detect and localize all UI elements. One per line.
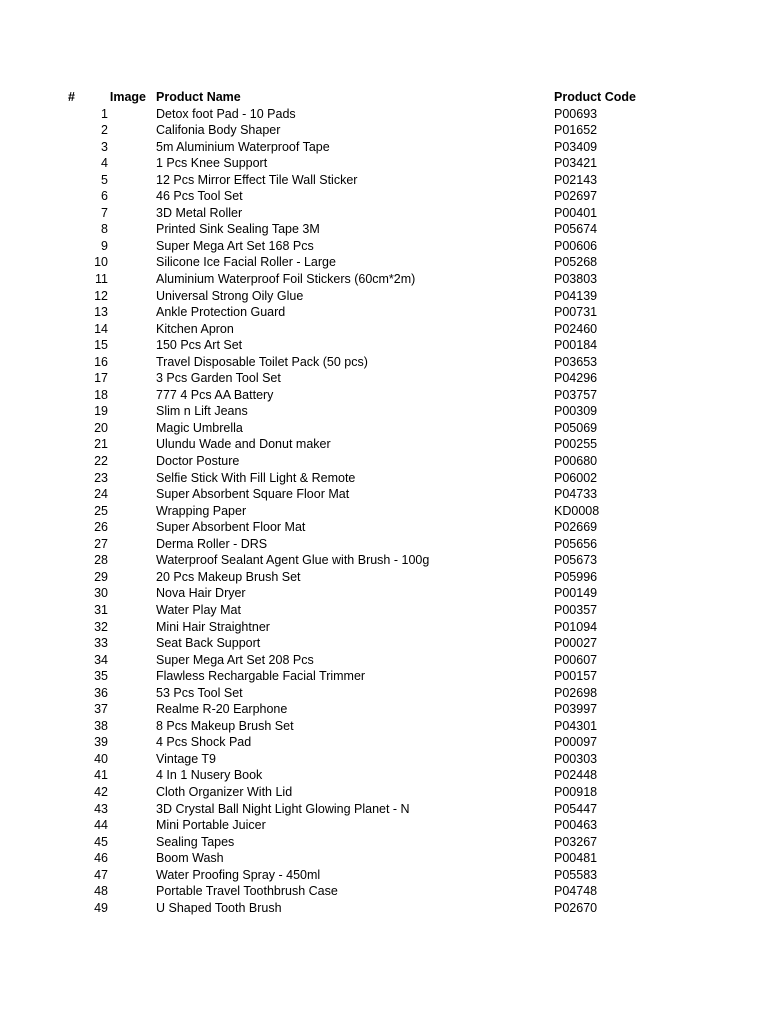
row-number: 17: [94, 371, 108, 386]
column-header-product-code: Product Code: [554, 90, 636, 104]
table-row: [0, 569, 768, 586]
product-code-cell: P00680: [554, 454, 598, 469]
product-name-cell: Waterproof Sealant Agent Glue with Brush - 100g: [156, 553, 430, 568]
product-name-cell: Printed Sink Sealing Tape 3M: [156, 222, 320, 237]
product-name-cell: Portable Travel Toothbrush Case: [156, 884, 338, 899]
row-number: 44: [94, 818, 108, 833]
table-row: [0, 453, 768, 470]
product-code-cell: P03267: [554, 834, 598, 849]
product-code-cell: P05996: [554, 569, 598, 584]
product-code-cell: P00255: [554, 437, 598, 452]
table-row: [0, 106, 768, 123]
product-code-cell: P00607: [554, 652, 598, 667]
product-code-cell: P04748: [554, 884, 598, 899]
row-number: 45: [94, 834, 108, 849]
table-row: [0, 205, 768, 222]
table-row: [0, 370, 768, 387]
product-name-cell: Derma Roller - DRS: [156, 536, 268, 551]
row-number: 24: [94, 487, 108, 502]
table-row: [0, 734, 768, 751]
row-number: 10: [94, 255, 108, 270]
row-number: 30: [94, 586, 108, 601]
product-name-cell: Boom Wash: [156, 851, 224, 866]
row-number: 29: [94, 569, 108, 584]
product-code-cell: P04139: [554, 288, 598, 303]
row-number: 11: [95, 272, 108, 287]
product-name-cell: Realme R-20 Earphone: [156, 702, 288, 717]
table-row: [0, 817, 768, 834]
table-row: [0, 619, 768, 636]
table-row: [0, 834, 768, 851]
row-number: 3: [101, 139, 108, 154]
product-code-cell: P03997: [554, 702, 598, 717]
product-code-cell: P05673: [554, 553, 598, 568]
row-number: 48: [94, 884, 108, 899]
product-name-cell: Seat Back Support: [156, 636, 261, 651]
product-code-cell: P00918: [554, 784, 598, 799]
row-number: 23: [94, 470, 108, 485]
row-number: 13: [94, 305, 108, 320]
product-name-cell: Ulundu Wade and Donut maker: [156, 437, 331, 452]
table-row: [0, 900, 768, 917]
product-code-cell: P00481: [554, 851, 598, 866]
table-row: [0, 635, 768, 652]
table-row: [0, 254, 768, 271]
row-number: 15: [94, 338, 108, 353]
product-name-cell: Sealing Tapes: [156, 834, 235, 849]
row-number: 37: [94, 702, 108, 717]
row-number: 28: [94, 553, 108, 568]
table-row: [0, 536, 768, 553]
product-code-cell: P03421: [554, 156, 598, 171]
row-number: 16: [94, 354, 108, 369]
table-body: [0, 106, 768, 917]
product-name-cell: 46 Pcs Tool Set: [156, 189, 243, 204]
product-code-cell: P00184: [554, 338, 598, 353]
row-number: 22: [94, 454, 108, 469]
row-number: 2: [101, 123, 108, 138]
row-number: 20: [94, 420, 108, 435]
product-name-cell: Vintage T9: [156, 751, 217, 766]
product-code-cell: P00157: [554, 669, 598, 684]
product-code-cell: P02697: [554, 189, 598, 204]
table-row: [0, 486, 768, 503]
product-name-cell: Doctor Posture: [156, 454, 240, 469]
product-code-cell: P01094: [554, 619, 598, 634]
row-number: 43: [94, 801, 108, 816]
product-code-cell: P02460: [554, 321, 598, 336]
product-name-cell: Cloth Organizer With Lid: [156, 784, 293, 799]
product-name-cell: Mini Portable Juicer: [156, 818, 266, 833]
row-number: 35: [94, 669, 108, 684]
table-header-row: [0, 89, 768, 106]
product-name-cell: U Shaped Tooth Brush: [156, 900, 282, 915]
table-row: [0, 503, 768, 520]
product-name-cell: Flawless Rechargable Facial Trimmer: [156, 669, 366, 684]
column-header-hash: #: [68, 90, 75, 104]
table-row: [0, 188, 768, 205]
product-name-cell: Super Mega Art Set 168 Pcs: [156, 238, 314, 253]
product-code-cell: P00731: [554, 305, 598, 320]
row-number: 26: [94, 520, 108, 535]
product-code-cell: P00401: [554, 205, 598, 220]
table-row: [0, 238, 768, 255]
product-name-cell: 4 Pcs Shock Pad: [156, 735, 252, 750]
product-name-cell: Califonia Body Shaper: [156, 123, 281, 138]
product-name-cell: Detox foot Pad - 10 Pads: [156, 106, 296, 121]
row-number: 7: [101, 205, 108, 220]
product-name-cell: 777 4 Pcs AA Battery: [156, 387, 274, 402]
product-code-cell: P04296: [554, 371, 598, 386]
product-name-cell: Wrapping Paper: [156, 503, 247, 518]
product-name-cell: 150 Pcs Art Set: [156, 338, 243, 353]
table-row: [0, 668, 768, 685]
product-code-cell: P05583: [554, 867, 598, 882]
table-row: [0, 883, 768, 900]
row-number: 8: [101, 222, 108, 237]
product-code-cell: P03803: [554, 272, 598, 287]
product-code-cell: P02143: [554, 172, 598, 187]
table-row: [0, 354, 768, 371]
product-code-cell: P00463: [554, 818, 598, 833]
table-row: [0, 850, 768, 867]
product-code-cell: P05268: [554, 255, 598, 270]
product-code-cell: P05674: [554, 222, 598, 237]
column-header-image: Image: [109, 90, 146, 104]
product-code-cell: KD0008: [554, 503, 600, 518]
table-row: [0, 122, 768, 139]
product-name-cell: Super Mega Art Set 208 Pcs: [156, 652, 314, 667]
table-row: [0, 519, 768, 536]
row-number: 42: [94, 784, 108, 799]
table-row: [0, 337, 768, 354]
product-name-cell: 3D Metal Roller: [156, 205, 243, 220]
row-number: 33: [94, 636, 108, 651]
product-name-cell: Super Absorbent Floor Mat: [156, 520, 306, 535]
table-row: [0, 602, 768, 619]
table-row: [0, 470, 768, 487]
row-number: 40: [94, 751, 108, 766]
product-code-cell: P05656: [554, 536, 598, 551]
product-name-cell: Magic Umbrella: [156, 420, 243, 435]
row-number: 38: [94, 718, 108, 733]
product-name-cell: Travel Disposable Toilet Pack (50 pcs): [156, 354, 368, 369]
table-row: [0, 321, 768, 338]
table-row: [0, 172, 768, 189]
row-number: 25: [94, 503, 108, 518]
product-name-cell: Silicone Ice Facial Roller - Large: [156, 255, 336, 270]
table-row: [0, 420, 768, 437]
row-number: 27: [94, 536, 108, 551]
product-code-cell: P00303: [554, 751, 598, 766]
table-row: [0, 387, 768, 404]
row-number: 46: [94, 851, 108, 866]
product-name-cell: Universal Strong Oily Glue: [156, 288, 304, 303]
row-number: 47: [94, 867, 108, 882]
row-number: 1: [101, 106, 108, 121]
row-number: 36: [94, 685, 108, 700]
table-row: [0, 867, 768, 884]
product-name-cell: Nova Hair Dryer: [156, 586, 246, 601]
table-row: [0, 304, 768, 321]
row-number: 34: [94, 652, 108, 667]
row-number: 9: [101, 238, 108, 253]
product-name-cell: Selfie Stick With Fill Light & Remote: [156, 470, 356, 485]
product-code-cell: P00693: [554, 106, 598, 121]
product-code-cell: P05069: [554, 420, 598, 435]
row-number: 41: [94, 768, 108, 783]
row-number: 19: [94, 404, 108, 419]
product-code-cell: P00357: [554, 602, 598, 617]
row-number: 21: [94, 437, 108, 452]
product-name-cell: 5m Aluminium Waterproof Tape: [156, 139, 330, 154]
row-number: 18: [94, 387, 108, 402]
product-name-cell: 53 Pcs Tool Set: [156, 685, 243, 700]
product-name-cell: Mini Hair Straightner: [156, 619, 270, 634]
table-row: [0, 221, 768, 238]
row-number: 39: [94, 735, 108, 750]
product-name-cell: Ankle Protection Guard: [156, 305, 286, 320]
table-row: [0, 271, 768, 288]
table-row: [0, 751, 768, 768]
row-number: 6: [101, 189, 108, 204]
product-name-cell: 4 In 1 Nusery Book: [156, 768, 263, 783]
table-row: [0, 403, 768, 420]
table-row: [0, 801, 768, 818]
row-number: 14: [94, 321, 108, 336]
product-name-cell: 3D Crystal Ball Night Light Glowing Planet - N: [156, 801, 410, 816]
product-code-cell: P05447: [554, 801, 598, 816]
table-row: [0, 767, 768, 784]
product-name-cell: 12 Pcs Mirror Effect Tile Wall Sticker: [156, 172, 358, 187]
product-name-cell: Kitchen Apron: [156, 321, 234, 336]
column-header-product-name: Product Name: [156, 90, 241, 104]
table-row: [0, 585, 768, 602]
row-number: 49: [94, 900, 108, 915]
row-number: 31: [94, 602, 108, 617]
product-name-cell: Aluminium Waterproof Foil Stickers (60cm*2m): [156, 272, 416, 287]
table-row: [0, 784, 768, 801]
product-code-cell: P02698: [554, 685, 598, 700]
table-row: [0, 155, 768, 172]
row-number: 5: [101, 172, 108, 187]
product-code-cell: P02669: [554, 520, 598, 535]
product-code-cell: P03757: [554, 387, 598, 402]
table-row: [0, 552, 768, 569]
product-code-cell: P03653: [554, 354, 598, 369]
product-name-cell: Water Play Mat: [156, 602, 241, 617]
product-code-cell: P00309: [554, 404, 598, 419]
product-code-cell: P03409: [554, 139, 598, 154]
product-name-cell: Super Absorbent Square Floor Mat: [156, 487, 350, 502]
table-row: [0, 436, 768, 453]
product-name-cell: 8 Pcs Makeup Brush Set: [156, 718, 294, 733]
row-number: 12: [94, 288, 108, 303]
product-code-cell: P01652: [554, 123, 598, 138]
table-row: [0, 139, 768, 156]
product-code-cell: P02670: [554, 900, 598, 915]
product-code-cell: P00149: [554, 586, 598, 601]
table-row: [0, 701, 768, 718]
table-row: [0, 652, 768, 669]
product-code-cell: P06002: [554, 470, 598, 485]
product-code-cell: P04733: [554, 487, 598, 502]
product-code-cell: P00097: [554, 735, 598, 750]
table-row: [0, 718, 768, 735]
product-code-cell: P02448: [554, 768, 598, 783]
product-name-cell: 20 Pcs Makeup Brush Set: [156, 569, 301, 584]
product-code-cell: P04301: [554, 718, 598, 733]
product-table: [0, 89, 768, 916]
product-name-cell: Slim n Lift Jeans: [156, 404, 248, 419]
product-name-cell: Water Proofing Spray - 450ml: [156, 867, 321, 882]
product-code-cell: P00606: [554, 238, 598, 253]
product-code-cell: P00027: [554, 636, 598, 651]
product-name-cell: 1 Pcs Knee Support: [156, 156, 268, 171]
table-row: [0, 288, 768, 305]
row-number: 4: [101, 156, 108, 171]
row-number: 32: [94, 619, 108, 634]
product-name-cell: 3 Pcs Garden Tool Set: [156, 371, 281, 386]
table-row: [0, 685, 768, 702]
